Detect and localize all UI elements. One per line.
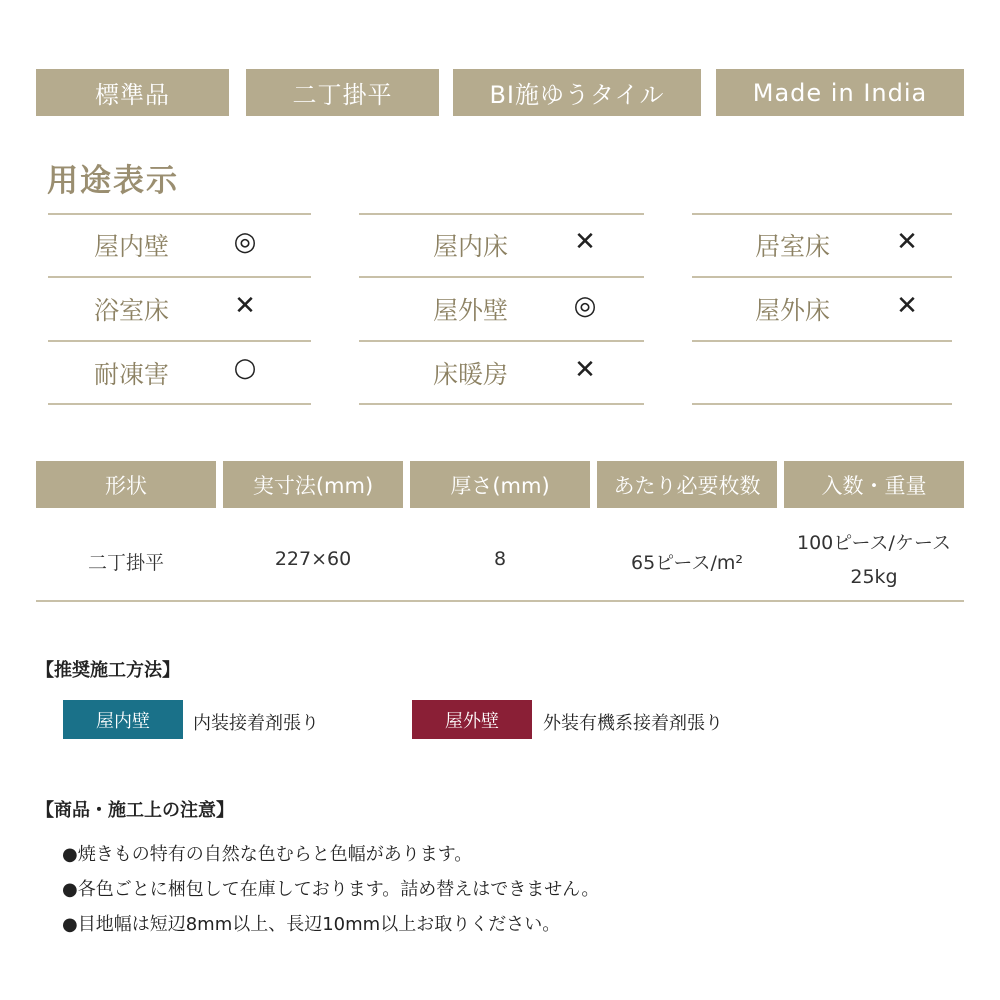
note-item: ●各色ごとに梱包して在庫しております。詰め替えはできません。 xyxy=(62,879,600,900)
spec-pieces: 100ピース/ケース xyxy=(796,532,951,554)
tag-standard: 標準品 xyxy=(36,69,229,116)
tag-origin: Made in India xyxy=(716,69,964,116)
usage-mark: ✕ xyxy=(896,291,918,321)
divider xyxy=(48,276,311,278)
divider xyxy=(359,276,644,278)
divider xyxy=(359,340,644,342)
spec-weight: 25kg xyxy=(850,566,898,588)
usage-column-3 xyxy=(692,213,952,406)
spec-header-shape: 形状 xyxy=(36,461,216,508)
usage-label: 床暖房 xyxy=(433,360,509,389)
spec-per-m2: 65ピース/m² xyxy=(631,552,743,574)
method-text-outdoor: 外装有機系接着剤張り xyxy=(543,713,723,734)
usage-label: 耐凍害 xyxy=(94,360,170,389)
divider xyxy=(48,340,311,342)
usage-mark: ✕ xyxy=(574,227,596,257)
divider xyxy=(692,213,952,215)
spec-header-per-m2: あたり必要枚数 xyxy=(597,461,777,508)
notes-title: 【商品・施工上の注意】 xyxy=(36,800,234,821)
usage-mark: ✕ xyxy=(574,355,596,385)
method-title: 【推奨施工方法】 xyxy=(36,660,180,681)
divider xyxy=(359,213,644,215)
divider xyxy=(692,403,952,405)
divider xyxy=(48,403,311,405)
divider xyxy=(692,276,952,278)
spec-header-quantity: 入数・重量 xyxy=(784,461,964,508)
note-item: ●焼きもの特有の自然な色むらと色幅があります。 xyxy=(62,844,473,865)
divider xyxy=(48,213,311,215)
usage-column-1 xyxy=(48,213,311,406)
spec-thickness: 8 xyxy=(493,548,507,570)
tag-shape: 二丁掛平 xyxy=(246,69,439,116)
method-text-indoor: 内装接着剤張り xyxy=(193,713,319,734)
usage-label: 浴室床 xyxy=(94,296,170,325)
usage-mark: ◎ xyxy=(573,291,597,321)
spec-shape: 二丁掛平 xyxy=(87,552,164,574)
note-item: ●目地幅は短辺8mm以上、長辺10mm以上お取りください。 xyxy=(62,914,561,935)
divider xyxy=(692,340,952,342)
usage-mark: ✕ xyxy=(896,227,918,257)
spec-bottom-rule xyxy=(36,600,964,602)
spec-header-size: 実寸法(mm) xyxy=(223,461,403,508)
method-badge-outdoor: 屋外壁 xyxy=(412,700,532,739)
usage-mark: ✕ xyxy=(234,291,256,321)
usage-label: 屋外床 xyxy=(755,296,831,325)
usage-mark: ○ xyxy=(233,353,257,383)
usage-label: 屋内壁 xyxy=(94,232,170,261)
usage-label: 屋内床 xyxy=(433,232,509,261)
usage-label: 居室床 xyxy=(755,232,831,261)
spec-size: 227×60 xyxy=(274,548,352,570)
method-badge-indoor: 屋内壁 xyxy=(63,700,183,739)
usage-column-2 xyxy=(359,213,644,406)
usage-mark: ◎ xyxy=(233,227,257,257)
divider xyxy=(359,403,644,405)
tag-glaze: BI施ゆうタイル xyxy=(453,69,701,116)
spec-header-thickness: 厚さ(mm) xyxy=(410,461,590,508)
tag-bar xyxy=(36,69,964,116)
usage-title: 用途表示 xyxy=(47,163,179,199)
usage-label: 屋外壁 xyxy=(433,296,509,325)
